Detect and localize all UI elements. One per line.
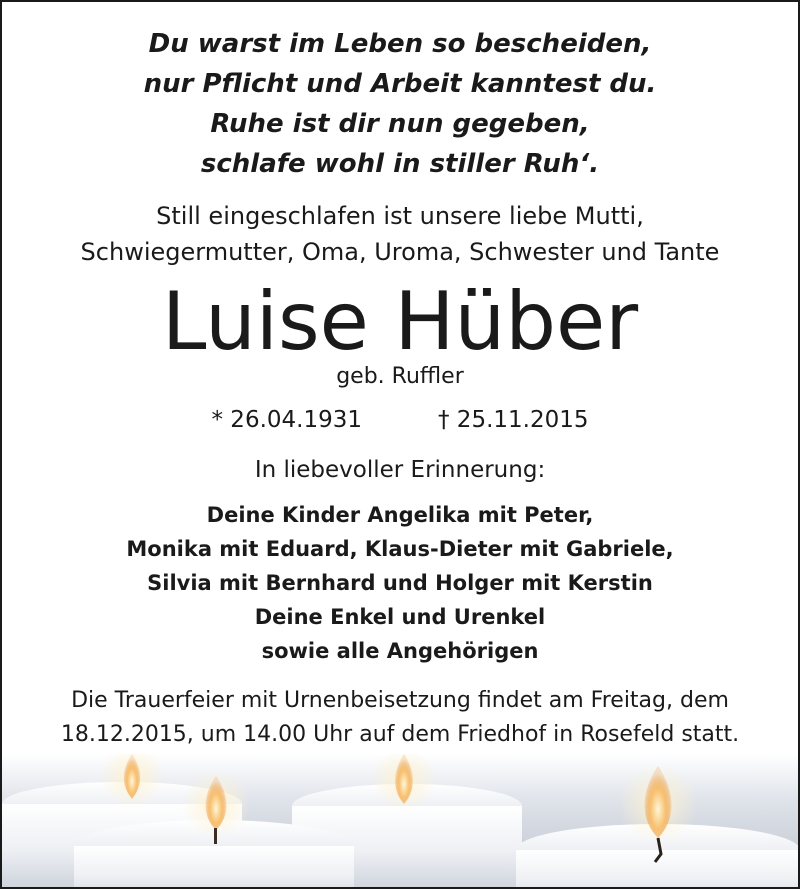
maiden-name: geb. Ruffler bbox=[336, 364, 464, 389]
birth-date: * 26.04.1931 bbox=[211, 407, 362, 433]
life-dates bbox=[2, 404, 798, 436]
intro-line: Still eingeschlafen ist unsere liebe Mutti, bbox=[156, 202, 644, 230]
family-line: Deine Enkel und Urenkel bbox=[254, 605, 546, 629]
family-list bbox=[2, 498, 798, 668]
funeral-notice bbox=[2, 684, 798, 752]
family-line: sowie alle Angehörigen bbox=[261, 639, 539, 663]
death-date: † 25.11.2015 bbox=[438, 407, 589, 433]
intro-line: Schwiegermutter, Oma, Uroma, Schwester und Tante bbox=[80, 238, 720, 266]
family-line: Monika mit Eduard, Klaus-Dieter mit Gabriele, bbox=[126, 537, 674, 561]
family-line: Deine Kinder Angelika mit Peter, bbox=[206, 503, 594, 527]
poem-line: schlafe wohl in stiller Ruh‘. bbox=[200, 149, 600, 179]
poem bbox=[2, 24, 798, 184]
funeral-line: Die Trauerfeier mit Urnenbeisetzung findet am Freitag, dem bbox=[71, 688, 729, 713]
poem-line: Ruhe ist dir nun gegeben, bbox=[210, 109, 590, 139]
memory-heading: In liebevoller Erinnerung: bbox=[254, 457, 546, 483]
funeral-line: 18.12.2015, um 14.00 Uhr auf dem Friedhof in Rosefeld statt. bbox=[60, 722, 740, 747]
candles-image bbox=[2, 754, 798, 887]
family-line: Silvia mit Bernhard und Holger mit Kerstin bbox=[147, 571, 653, 595]
poem-line: nur Pflicht und Arbeit kanntest du. bbox=[143, 69, 657, 99]
poem-line: Du warst im Leben so bescheiden, bbox=[148, 29, 652, 59]
deceased-name: Luise Hüber bbox=[161, 275, 639, 368]
intro-text bbox=[2, 198, 798, 270]
